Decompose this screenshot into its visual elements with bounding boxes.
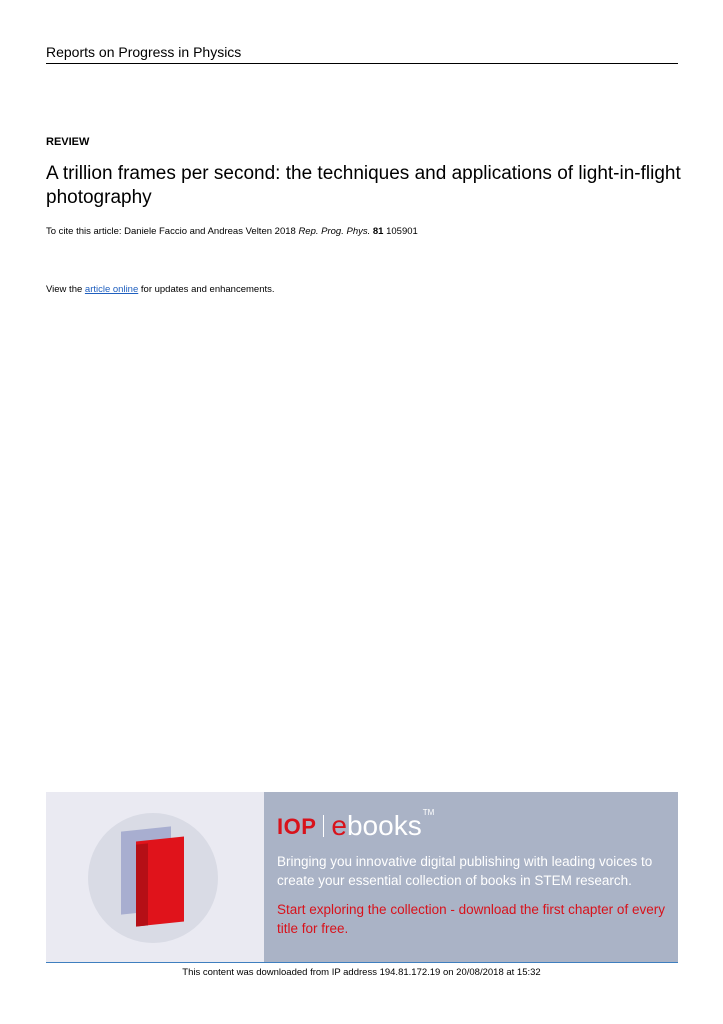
banner-illustration — [46, 792, 264, 962]
banner-cta-link[interactable]: Start exploring the collection - download the first chapter of every title for free. — [277, 902, 665, 936]
book-spine-icon — [136, 843, 148, 926]
article-title: A trillion frames per second: the techniques and applications of light-in-flight photography — [46, 163, 681, 208]
article-online-link[interactable]: article online — [84, 284, 139, 295]
logo-e: e — [331, 810, 347, 841]
citation-line — [46, 226, 418, 237]
view-online-line — [46, 284, 275, 295]
journal-header: Reports on Progress in Physics — [46, 44, 678, 64]
citation-volume: 81 — [372, 226, 384, 237]
view-suffix: for updates and enhancements. — [140, 284, 275, 295]
footer-divider — [46, 962, 678, 963]
logo-books: books — [346, 810, 422, 841]
logo-iop: IOP — [277, 814, 317, 839]
view-prefix: View the — [46, 284, 83, 295]
section-label: REVIEW — [46, 136, 90, 148]
banner-tagline: Bringing you innovative digital publishing with leading voices to create your essential collection of books in STEM research. — [277, 854, 653, 888]
ebooks-banner[interactable] — [46, 792, 678, 962]
logo-trademark: TM — [422, 808, 435, 817]
citation-journal: Rep. Prog. Phys. — [298, 226, 371, 237]
download-notice: This content was downloaded from IP address 194.81.172.19 on 20/08/2018 at 15:32 — [182, 967, 541, 978]
citation-prefix: To cite this article: Daniele Faccio and Andreas Velten 2018 — [46, 226, 296, 237]
citation-number: 105901 — [386, 226, 418, 237]
logo-divider — [323, 815, 324, 837]
banner-content — [264, 792, 678, 962]
iop-ebooks-logo — [277, 808, 434, 840]
